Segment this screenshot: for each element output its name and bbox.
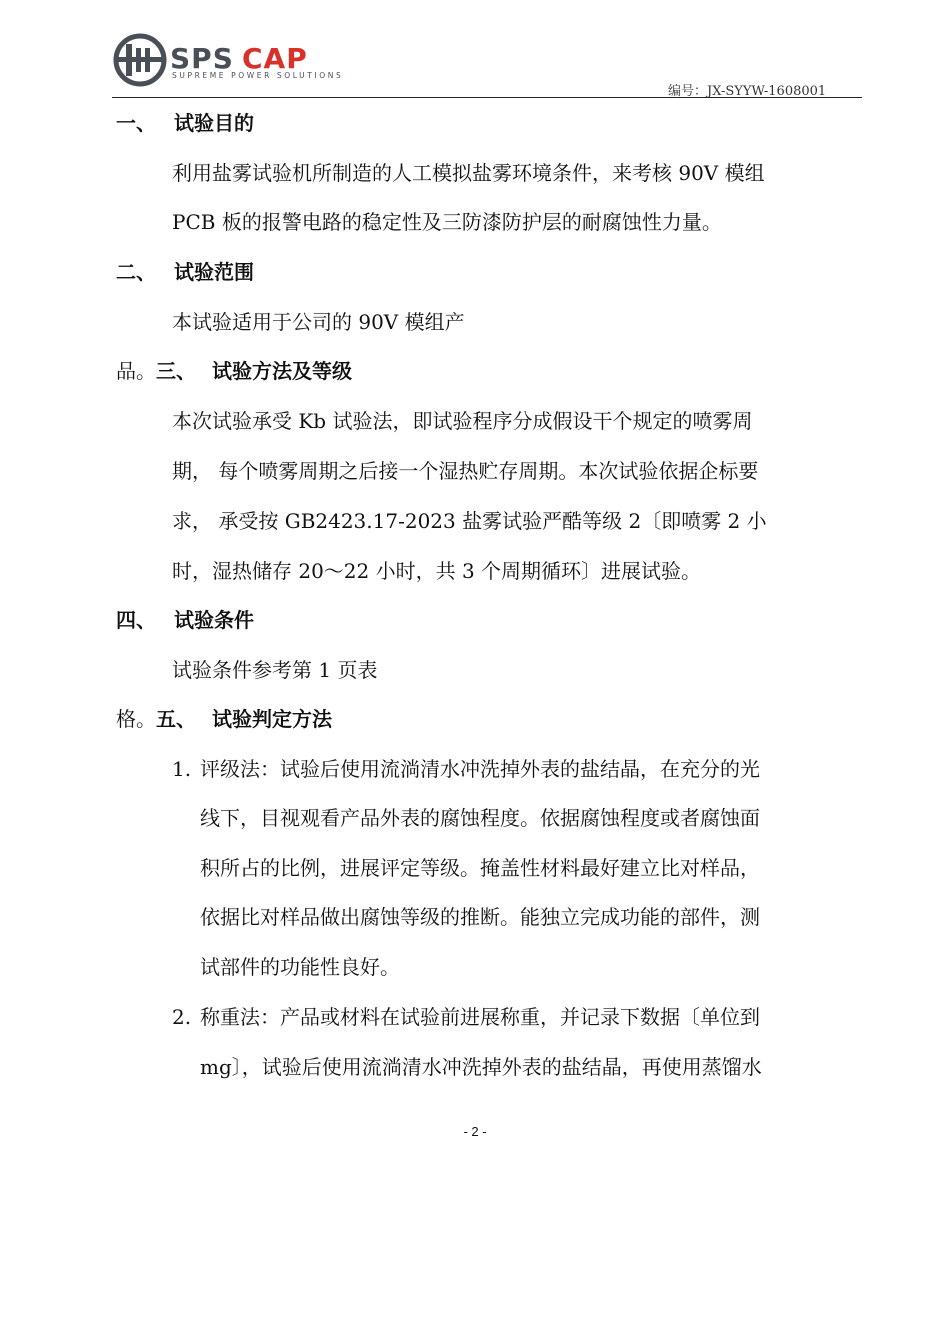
company-logo [112,30,352,90]
list-number: 2. [172,1005,192,1029]
list-item-2-line [172,1002,760,1032]
section-number: 一、 [116,111,156,135]
paragraph-line: 时，湿热储存 20～22 小时，共 3 个周期循环〕进展试验。 [172,559,702,583]
section-heading-2 [116,257,254,287]
paragraph-line: 本试验适用于公司的 90V 模组产 [172,310,465,334]
list-text: 评级法：试验后使用流淌清水冲洗掉外表的盐结晶，在充分的光 [200,757,760,781]
document-number: 编号：JX-SYYW-1608001 [668,84,827,99]
page-number: - 2 - [463,1124,487,1139]
section-number: 二、 [116,260,156,284]
section-number: 五、 [156,707,196,731]
list-number: 1. [172,757,192,781]
header-divider [112,97,862,98]
paragraph-line: 本次试验承受 Kb 试验法，即试验程序分成假设干个规定的喷雾周 [172,409,753,433]
paragraph-line: 求， 承受按 GB2423.17-2023 盐雾试验严酷等级 2〔即喷雾 2 小 [172,509,767,533]
paragraph-line: 利用盐雾试验机所制造的人工模拟盐雾环境条件，来考核 90V 模组 [172,161,765,185]
section-heading-3-line [116,356,352,386]
svg-text:CAP: CAP [242,42,308,75]
svg-text:SPS: SPS [170,42,234,75]
paragraph-line: 试验条件参考第 1 页表 [172,658,378,682]
paragraph-tail: 格。 [116,707,156,731]
list-item-1-line [172,754,760,784]
section-heading-4 [116,605,254,635]
list-item-line: 依据比对样品做出腐蚀等级的推断。能独立完成功能的部件，测 [200,905,760,929]
list-text: 称重法：产品或材料在试验前进展称重，并记录下数据〔单位到 [200,1005,760,1029]
list-item-line: mg〕，试验后使用流淌清水冲洗掉外表的盐结晶，再使用蒸馏水 [200,1055,762,1079]
section-number: 三、 [156,359,196,383]
paragraph-line: 期， 每个喷雾周期之后接一个湿热贮存周期。本次试验依据企标要 [172,459,759,483]
section-title: 试验判定方法 [212,707,332,731]
svg-text:SUPREME POWER SOLUTIONS: SUPREME POWER SOLUTIONS [172,71,344,80]
section-title: 试验方法及等级 [212,359,352,383]
section-heading-5-line [116,704,332,734]
section-heading-1 [116,108,254,138]
paragraph-tail: 品。 [116,359,156,383]
section-title: 试验范围 [174,260,254,284]
paragraph-line: PCB 板的报警电路的稳定性及三防漆防护层的耐腐蚀性力量。 [172,210,722,234]
list-item-line: 试部件的功能性良好。 [200,955,400,979]
section-title: 试验条件 [174,608,254,632]
section-title: 试验目的 [174,111,254,135]
list-item-line: 积所占的比例，进展评定等级。掩盖性材料最好建立比对样品， [200,856,760,880]
list-item-line: 线下，目视观看产品外表的腐蚀程度。依据腐蚀程度或者腐蚀面 [200,806,760,830]
section-number: 四、 [116,608,156,632]
